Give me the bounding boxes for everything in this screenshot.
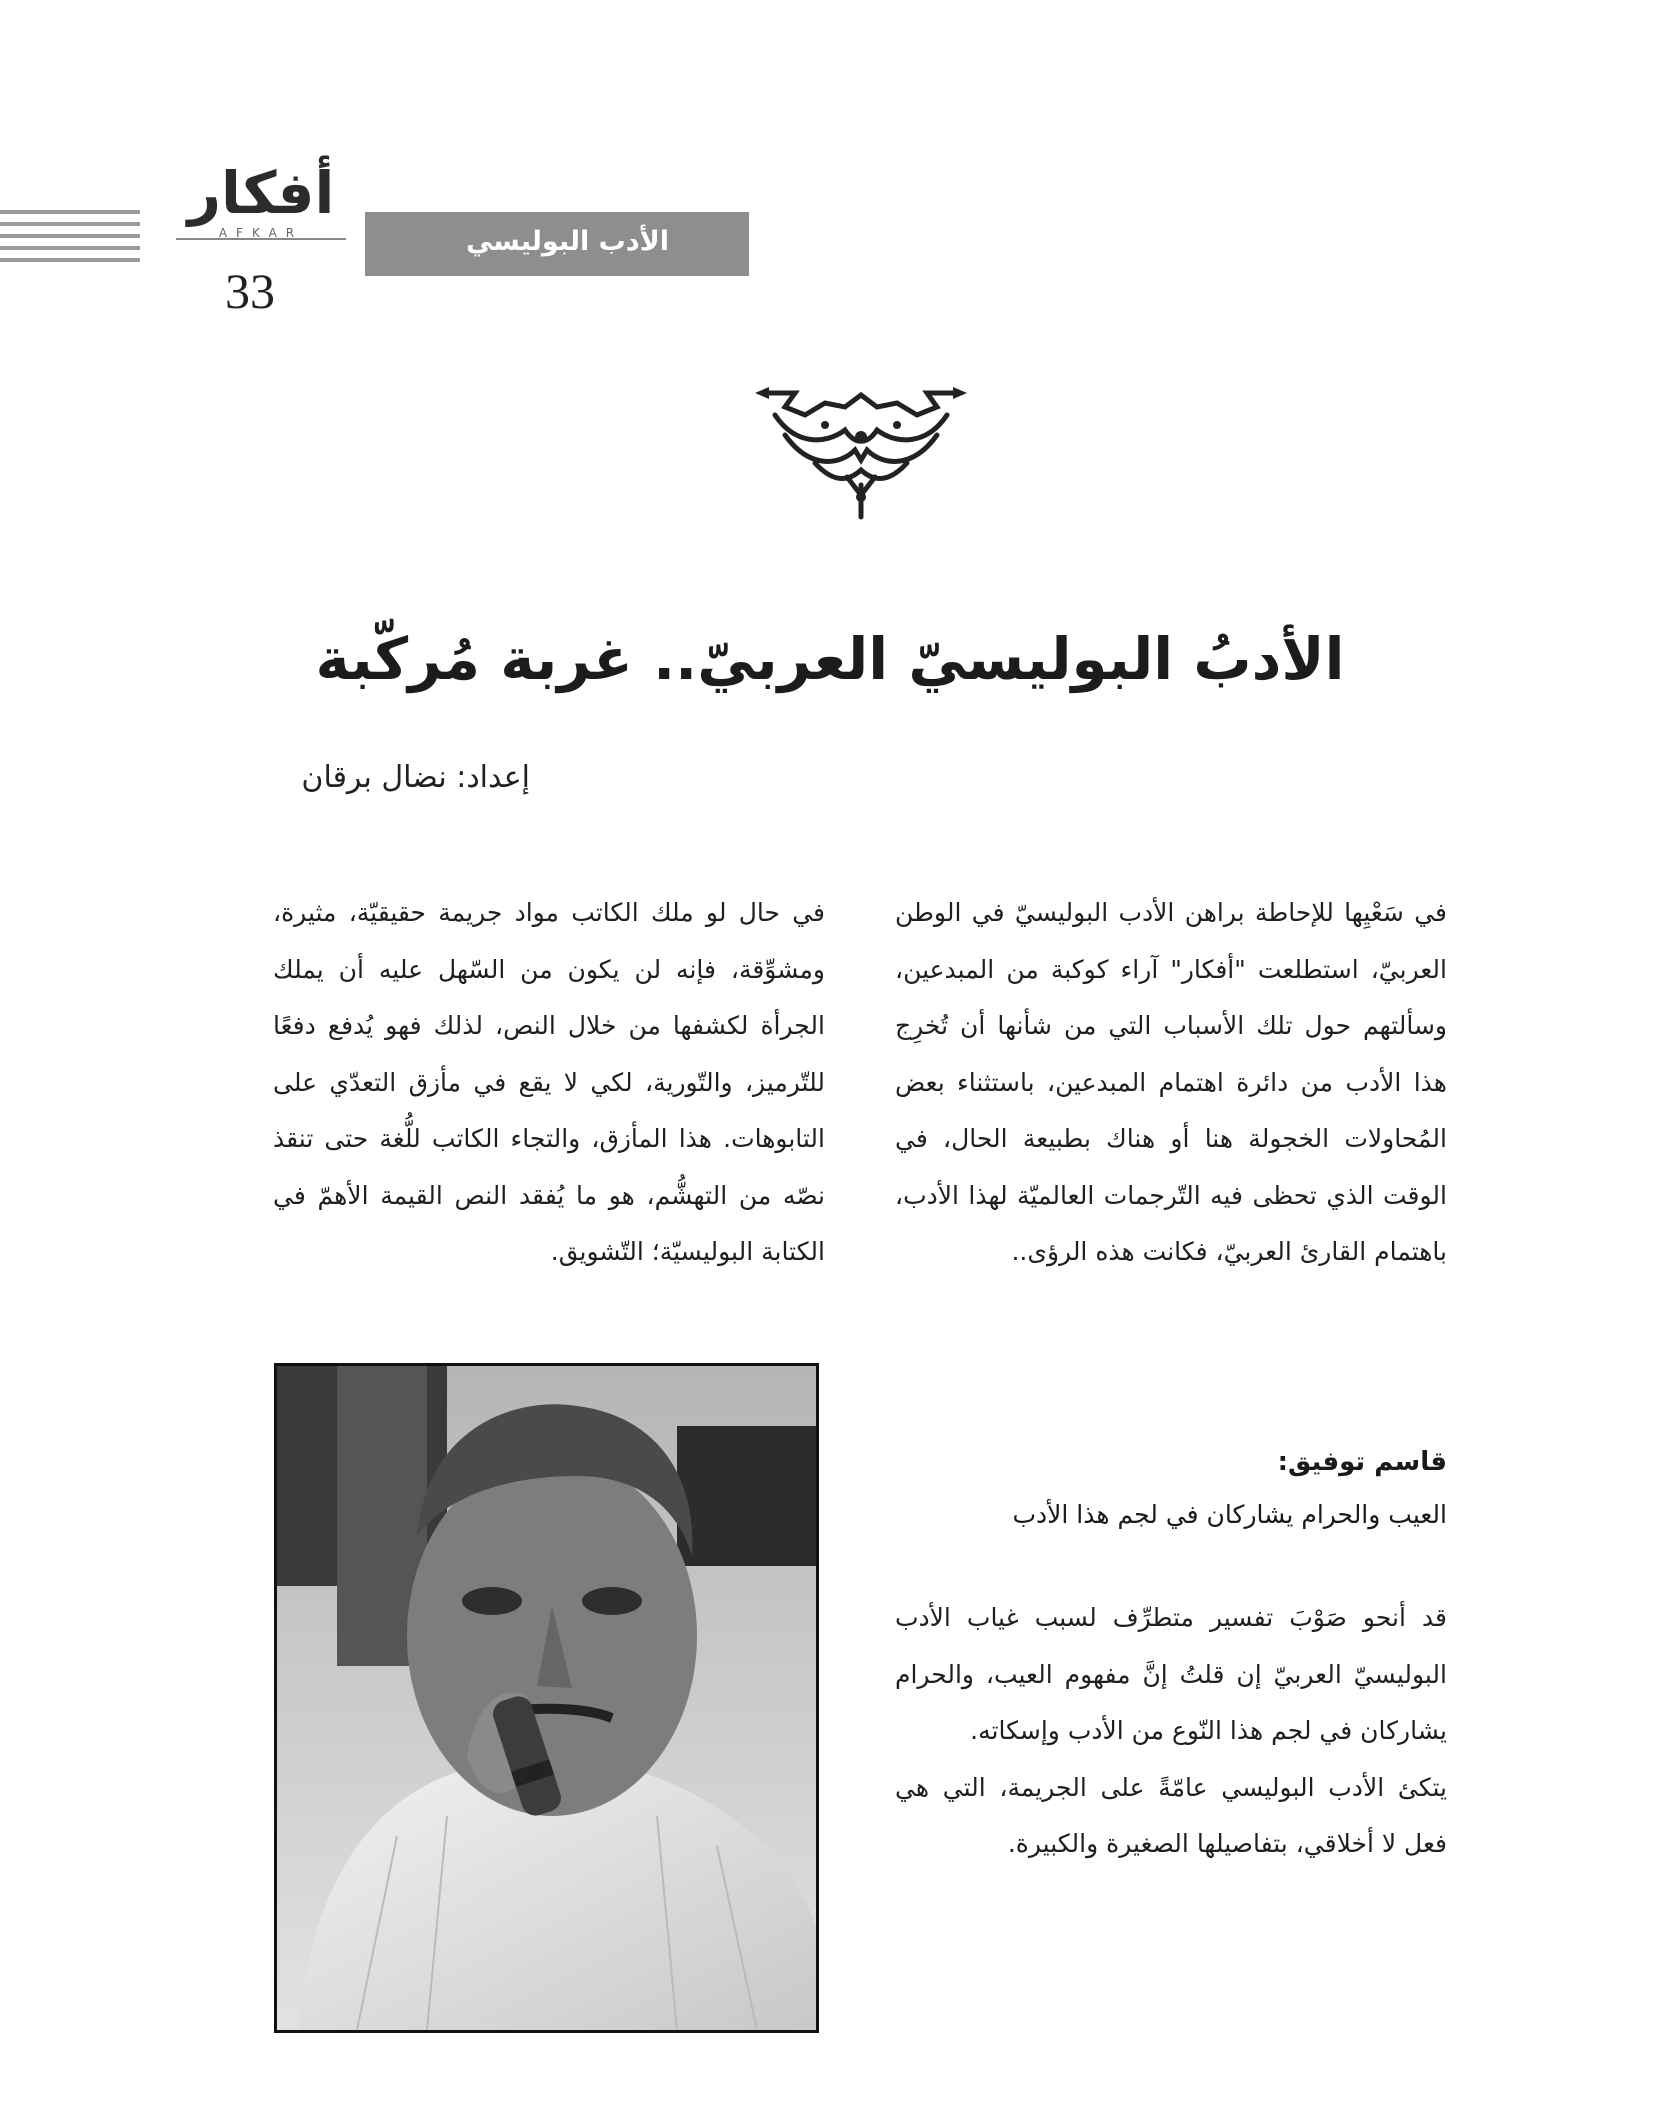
intro-text: في سَعْيِها للإحاطة براهن الأدب البوليسيّ في الوطن العربيّ، استطلعت "أفكار" آراء كوكبة من المبدعين، وسألتهم حول تلك الأسباب التي من شأنها أن تُخرِج هذا الأدب من دائرة اهتمام المبدعين، باستثناء بعض المُحاولات الخجولة هنا أو هناك بطبيعة الحال، في الوقت الذي تحظى فيه التّرجمات العالميّة لهذا الأدب، باهتمام القارئ العربيّ، فكانت هذه الرؤى.. <box>895 898 1447 1266</box>
body-paragraphs <box>895 1590 1447 1873</box>
section-label: الأدب البوليسي <box>365 212 749 276</box>
magazine-logo: أفكار <box>187 159 335 227</box>
magazine-logo-latin: AFKAR <box>218 226 304 240</box>
body-paragraph-2: يتكئ الأدب البوليسي عامّةً على الجريمة، التي هي فعل لا أخلاقي، بتفاصيلها الصغيرة والكبيرة. <box>895 1772 1447 1858</box>
article-title: الأدبُ البوليسيّ العربيّ.. غربة مُركّبة <box>315 625 1345 693</box>
speaker-quote: العيب والحرام يشاركان في لجم هذا الأدب <box>1012 1500 1447 1529</box>
left-column-text: في حال لو ملك الكاتب مواد جريمة حقيقيّة، مثيرة، ومشوِّقة، فإنه لن يكون من السّهل عليه أن يملك الجرأة لكشفها من خلال النص، لذلك فهو يُدفع دفعًا للتّرميز، والتّورية، لكي لا يقع في مأزق التعدّي على التابوهات. هذا المأزق، والتجاء الكاتب للُّغة حتى تنقذ نصّه من التهشُّم، هو ما يُفقد النص القيمة الأهمّ في الكتابة البوليسيّة؛ التّشويق. <box>273 898 825 1266</box>
page-number: 33 <box>225 263 275 319</box>
author-photo <box>274 1363 819 2033</box>
article-byline: إعداد: نضال برقان <box>301 760 530 795</box>
body-paragraph-1: قد أنحو صَوْبَ تفسير متطرِّف لسبب غياب الأدب البوليسيّ العربيّ إن قلتُ إنَّ مفهوم العيب، والحرام يشاركان في لجم هذا النّوع من الأدب وإسكاته. <box>895 1603 1447 1745</box>
speaker-name: قاسم توفيق: <box>1277 1447 1447 1477</box>
speaker-heading <box>895 1436 1447 1542</box>
left-column <box>273 885 825 1281</box>
header-stripes <box>0 210 140 270</box>
arabesque-ornament-icon <box>755 385 967 520</box>
intro-paragraph <box>895 885 1447 1281</box>
